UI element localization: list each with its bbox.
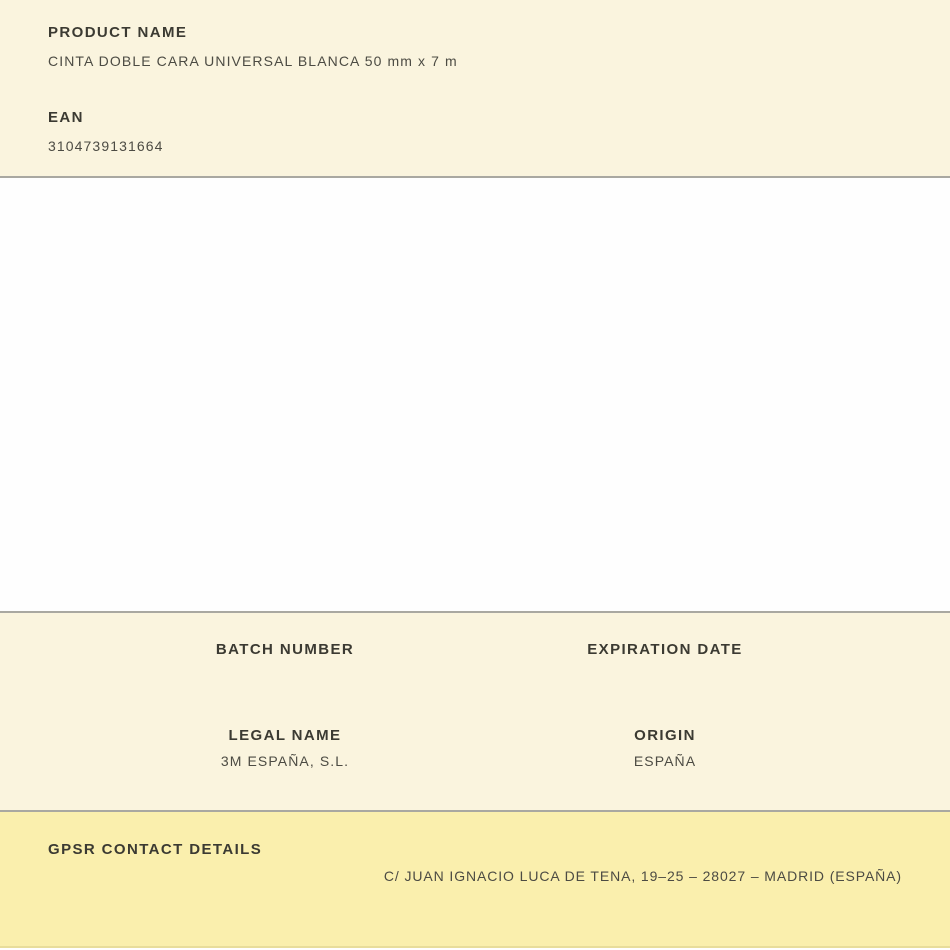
section-batch-details bbox=[0, 613, 950, 812]
legal-name-value: 3M ESPAÑA, S.L. bbox=[220, 753, 350, 769]
expiration-date-value bbox=[475, 667, 855, 684]
ean-field bbox=[48, 109, 902, 154]
legal-origin-row bbox=[95, 727, 855, 770]
batch-number-value bbox=[95, 667, 475, 684]
expiration-date-field bbox=[475, 641, 855, 684]
legal-name-label: LEGAL NAME bbox=[228, 727, 342, 744]
origin-field bbox=[475, 727, 855, 770]
origin-value: ESPAÑA bbox=[633, 753, 697, 769]
section-gpsr-contact bbox=[0, 812, 950, 948]
expiration-date-label: EXPIRATION DATE bbox=[587, 641, 743, 658]
gpsr-contact-address: C/ JUAN IGNACIO LUCA DE TENA, 19–25 – 28027 – MADRID (ESPAÑA) bbox=[383, 868, 902, 884]
origin-label: ORIGIN bbox=[634, 727, 696, 744]
product-name-field bbox=[48, 24, 902, 69]
product-name-value: CINTA DOBLE CARA UNIVERSAL BLANCA 50 mm x 7 m bbox=[48, 53, 458, 69]
section-product-header bbox=[0, 0, 950, 178]
ean-value: 3104739131664 bbox=[48, 138, 164, 154]
product-name-label: PRODUCT NAME bbox=[48, 24, 188, 41]
ean-label: EAN bbox=[48, 109, 84, 126]
product-image-area bbox=[0, 178, 950, 613]
batch-number-field bbox=[95, 641, 475, 684]
legal-name-field bbox=[95, 727, 475, 770]
batch-expiration-row bbox=[95, 641, 855, 684]
batch-number-label: BATCH NUMBER bbox=[215, 641, 355, 658]
gpsr-contact-label: GPSR CONTACT DETAILS bbox=[48, 841, 263, 858]
